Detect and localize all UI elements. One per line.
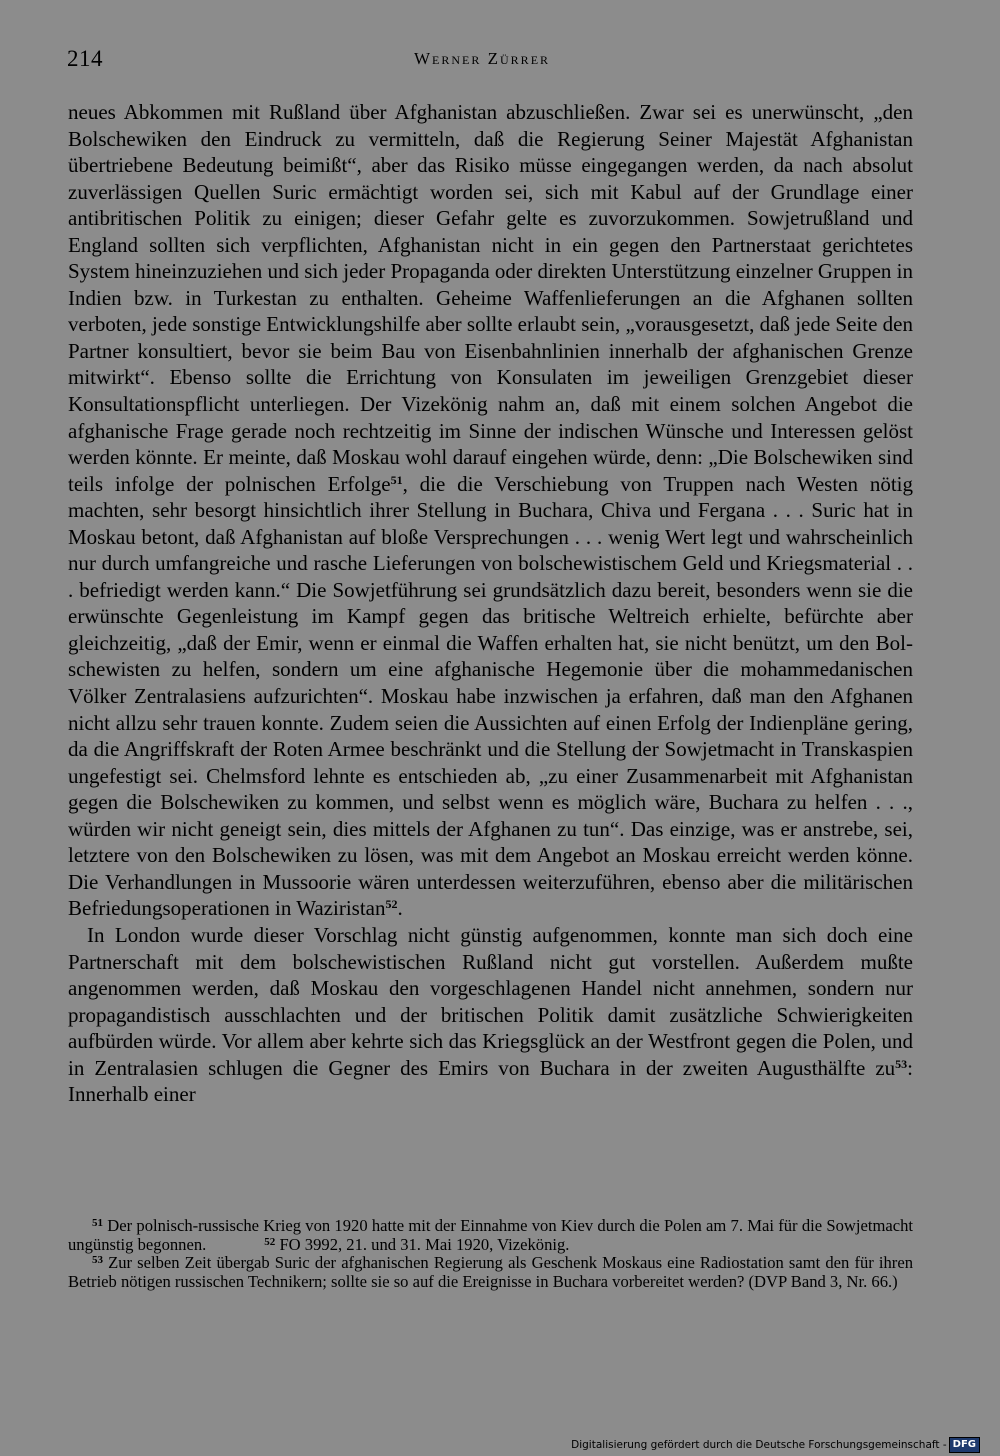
- paragraph-1-text: neues Abkommen mit Rußland über Afghanistan abzuschließen. Zwar sei es unerwünscht, „den Bolschewiken den Eindruck zu vermitteln, daß die Regierung Seiner Majestät Afghanistan übertriebene Bedeutung beimißt“, aber das Risiko müsse eingegangen werden, da nach absolut zuverlässigen Quellen Suric ermächtigt worden sei, sich mit Kabul auf der Grundlage einer antibritischen Politik zu einigen; dieser Gefahr gelte es zuvorzukommen. Sowjetrußland und England sollten sich verpflichten, Afghanistan nicht in ein gegen den Partnerstaat gerichtetes System hineinzuziehen und sich jeder Propaganda oder direkten Unterstützung einzelner Gruppen in Indien bzw. in Turkestan zu enthalten. Geheime Waffenlieferungen an die Afghanen sollten verboten, jede sonstige Entwicklungshilfe aber sollte erlaubt sein, „vorausgesetzt, daß jede Seite den Partner konsultiert, bevor sie beim Bau von Eisenbahnlinien innerhalb der afghanischen Grenze mitwirkt“. Ebenso sollte die Errichtung von Konsulaten im jeweiligen Grenzgebiet dieser Konsultationspflicht unterliegen. Der Vizekönig nahm an, daß mit einem solchen Angebot die afghanische Frage gerade noch rechtzeitig im Sinne der indischen Wünsche und Interessen gelöst werden könnte. Er meinte, daß Moskau wohl darauf eingehen würde, denn: „Die Bolschewiken sind teils infolge der polnischen Erfolge: [68, 100, 913, 496]
- paragraph-1-end: .: [397, 896, 403, 921]
- footnote-51-number: 51: [92, 1217, 103, 1229]
- footnote-51-text: Der polnisch-russische Krieg von 1920 hatte mit der Einnahme von Kiev durch die Polen am 7. Mai für die Sowjetmacht ungünstig begonnen.: [68, 1216, 914, 1254]
- dfg-logo: DFG: [949, 1437, 980, 1453]
- footnote-ref-52: 52: [385, 897, 398, 912]
- footnote-52-number: 52: [264, 1235, 276, 1248]
- footnote-52-text: FO 3992, 21. und 31. Mai 1920, Vizekönig.: [279, 1234, 570, 1254]
- footnote-ref-51: 51: [390, 472, 403, 487]
- footnote-51-52: [68, 1217, 913, 1254]
- paragraph-1-continued: , die die Verschiebung von Truppen nach Westen nötig machten, sehr besorgt hinsichtlich ihrer Stellung in Buchara, Chiva und Fergana . . . Suric hat in Moskau betont, daß Afghanistan auf bloße Versprechungen . . . wenig Wert legt und wahrscheinlich nur durch umfangreiche und rasche Lieferungen von bolschewistischem Geld und Kriegsmaterial . . . befriedigt werden kann.“ Die Sowjetführung sei grundsätzlich dazu bereit, besonders wenn sie die erwünschte Gegenleistung im Kampf gegen das britische Weltreich erhielte, befürchte aber gleichzeitig, „daß der Emir, wenn er einmal die Waffen erhalten hat, sie nicht benützt, um den Bolschewisten zu helfen, sondern um eine afghanische Hegemonie über die mohammedanischen Völker Zentralasiens aufzurichten“. Moskau habe inzwischen ja erfahren, daß man den Afghanen nicht allzu sehr trauen konnte. Zudem seien die Aussichten auf einen Erfolg der Indienpläne gering, da die Angriffskraft der Roten Armee beschränkt und die Stellung der Sowjetmacht in Transkaspien ungefestigt sei. Chelmsford lehnte es entschieden ab, „zu einer Zusammenarbeit mit Afghanistan gegen die Bolschewiken zu kommen, und selbst wenn es möglich wäre, Buchara zu helfen . . ., würden wir nicht geneigt sein, dies mittels der Afghanen zu tun“. Das einzige, was er anstrebe, sei, letztere von den Bolschewiken zu lösen, was mit dem Angebot an Moskau erreicht werden könne. Die Verhandlungen in Mussoorie wären unterdessen weiterzuführen, ebenso aber die militärischen Befriedungsoperationen in Waziristan: [68, 471, 913, 921]
- footnotes: [68, 1217, 913, 1291]
- footnote-53-text: Zur selben Zeit übergab Suric der afghanischen Regierung als Geschenk Moskaus eine Radiostation samt den für ihren Betrieb nötigen russischen Technikern; sollte sie so auf die Ereignisse in Buchara vorbereitet werden? (DVP Band 3, Nr. 66.): [68, 1253, 913, 1291]
- paragraph-1: [68, 99, 913, 922]
- paragraph-2-text: In London wurde dieser Vorschlag nicht günstig aufgenommen, konnte man sich doch eine Partnerschaft mit dem bolschewistischen Rußland nicht gut vorstellen. Außerdem mußte angenommen werden, daß Moskau den vorgeschlagenen Handel nicht annehmen, sondern nur propagandistisch ausschlachten und der britischen Politik damit zusätzliche Schwierigkeiten aufbürden würde. Vor allem aber kehrte sich das Kriegsglück an der Westfront gegen die Polen, und in Zentralasien schlugen die Gegner des Emirs von Buchara in der zweiten Augusthälfte zu: [68, 922, 913, 1080]
- running-head: Werner Zürrer: [414, 49, 551, 68]
- footnote-53-number: 53: [92, 1254, 103, 1266]
- footnote-ref-53: 53: [895, 1056, 908, 1071]
- digitization-notice: [571, 1437, 980, 1453]
- digitization-text: Digitalisierung gefördert durch die Deutsche Forschungsgemeinschaft -: [571, 1439, 947, 1451]
- page-number: 214: [67, 46, 103, 71]
- main-text: [68, 99, 913, 1108]
- paragraph-2: [68, 922, 913, 1108]
- footnote-53: [68, 1254, 913, 1291]
- paragraph-2-end: : Innerhalb einer: [68, 1055, 913, 1107]
